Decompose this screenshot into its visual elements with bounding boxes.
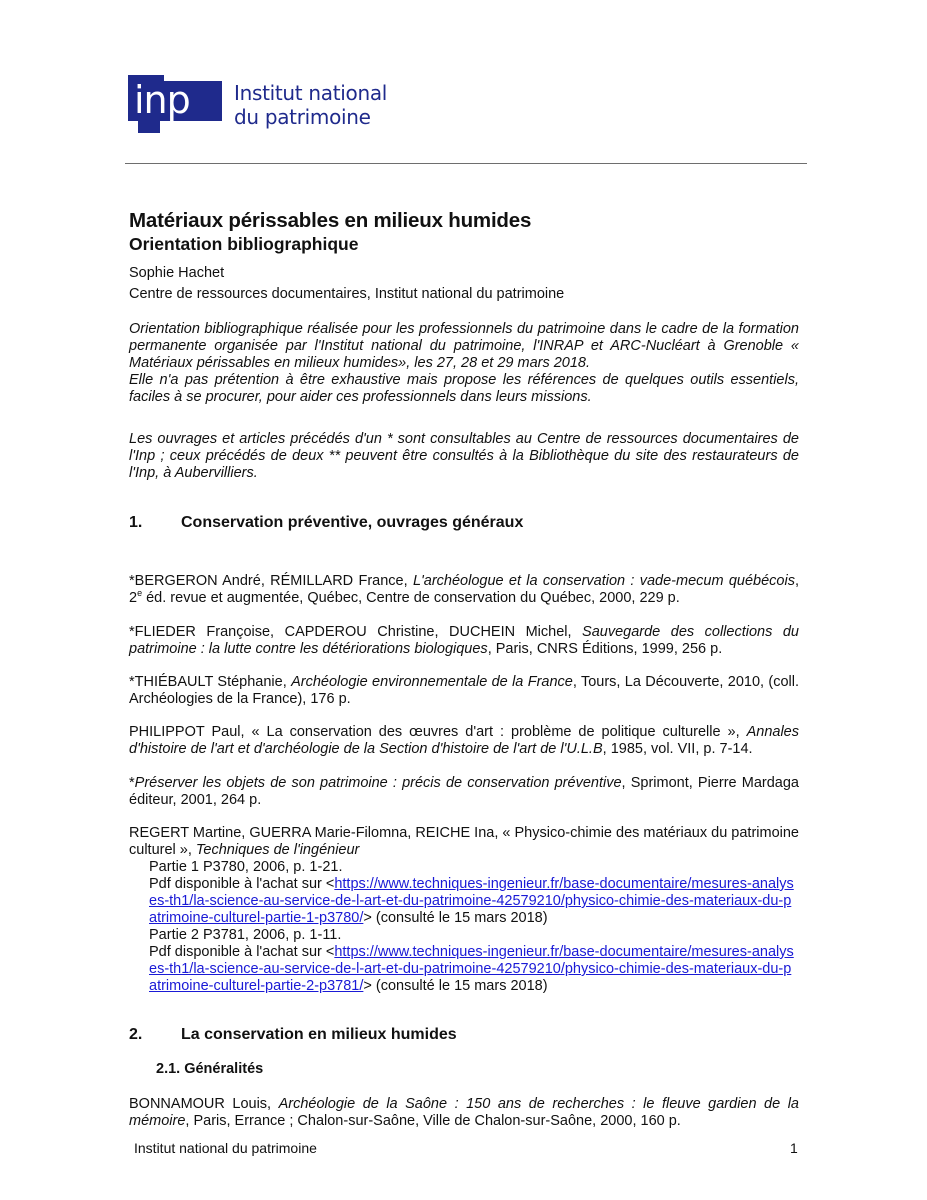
footer-organization: Institut national du patrimoine — [134, 1140, 317, 1156]
ref-publication: , Paris, Errance ; Chalon-sur-Saône, Ville de Chalon-sur-Saône, 2000, 160 p. — [185, 1113, 681, 1129]
ref-consulted-date: > (consulté le 15 mars 2018) — [363, 978, 548, 994]
reference-item — [129, 1096, 799, 1130]
intro-text-1: Orientation bibliographique réalisée pour les professionnels du patrimoine dans le cadre de la formation permanente organisée par l'Institut national du patrimoine, l'INRAP et ARC-Nucléart à Grenoble « Matériaux périssables en milieux humides», les 27, 28 et 29 mars 2018. — [129, 321, 799, 371]
ref-authors: *BERGERON André, RÉMILLARD France, — [129, 573, 413, 589]
ref-part-label: Partie 1 P3780, 2006, p. 1-21. — [149, 859, 343, 875]
ref-part-1 — [129, 859, 799, 927]
logo-wordmark — [234, 81, 387, 129]
ref-title: Archéologie de la Saône : 150 ans de recherches : le fleuve gardien de la mémoire — [129, 1096, 799, 1129]
ref-edition-sup: e — [137, 588, 143, 599]
ref-edition: , 2 — [129, 573, 799, 606]
section-heading-2 — [129, 1026, 457, 1044]
section-heading-1 — [129, 514, 523, 532]
reference-item — [129, 825, 799, 995]
ref-publication: éd. revue et augmentée, Québec, Centre de conservation du Québec, 2000, 229 p. — [142, 590, 680, 606]
availability-note-text: Les ouvrages et articles précédés d'un * sont consultables au Centre de ressources documentaires de l'Inp ; ceux précédés de deux ** peuvent être consultés à la Bibliothèque du site des restaurateurs de l'Inp, à Aubervilliers. — [129, 431, 799, 481]
ref-pdf-link[interactable]: https://www.techniques-ingenieur.fr/base-documentaire/mesures-analyses-th1/la-science-au-service-de-l-art-et-du-patrimoine-42579210/physico-chimie-des-materiaux-du-patrimoine-culturel-partie-1-p3780/ — [149, 876, 794, 926]
reference-item — [129, 775, 799, 809]
ref-pdf-prefix: Pdf disponible à l'achat sur < — [149, 944, 335, 960]
ref-authors: *FLIEDER Françoise, CAPDEROU Christine, DUCHEIN Michel, — [129, 624, 583, 640]
section-number: 2. — [129, 1026, 143, 1043]
reference-item — [129, 674, 799, 708]
document-subtitle: Orientation bibliographique — [129, 234, 359, 254]
ref-publication: , Paris, CNRS Éditions, 1999, 256 p. — [487, 641, 723, 657]
ref-part-2 — [129, 927, 799, 995]
ref-authors: REGERT Martine, GUERRA Marie-Filomna, REICHE Ina, « Physico-chimie des matériaux du patrimoine culturel », — [129, 825, 799, 858]
ref-title: Annales d'histoire de l'art et d'archéologie de la Section d'histoire de l'art de l'U.L.B — [129, 724, 799, 757]
ref-title: L'archéologue et la conservation : vade-mecum québécois — [412, 573, 795, 589]
logo-line-1: Institut national — [234, 81, 388, 105]
author-affiliation: Centre de ressources documentaires, Institut national du patrimoine — [129, 286, 565, 302]
subsection-heading-2-1: 2.1. Généralités — [156, 1061, 264, 1077]
ref-title: Préserver les objets de son patrimoine : précis de conservation préventive — [134, 775, 622, 791]
ref-authors: PHILIPPOT Paul, « La conservation des œuvres d'art : problème de politique culturelle », — [129, 724, 747, 740]
ref-authors: *THIÉBAULT Stéphanie, — [129, 674, 292, 690]
document-title: Matériaux périssables en milieux humides — [129, 209, 532, 232]
ref-authors: * — [129, 775, 135, 791]
inp-logo — [128, 75, 398, 135]
ref-title: Techniques de l'ingénieur — [195, 842, 360, 858]
ref-publication: , 1985, vol. VII, p. 7-14. — [602, 741, 753, 757]
ref-pdf-link[interactable]: https://www.techniques-ingenieur.fr/base-documentaire/mesures-analyses-th1/la-science-au-service-de-l-art-et-du-patrimoine-42579210/physico-chimie-des-materiaux-du-patrimoine-culturel-partie-2-p3781/ — [149, 944, 794, 994]
ref-title: Sauvegarde des collections du patrimoine : la lutte contre les détériorations biologiques — [129, 624, 799, 657]
section-title: La conservation en milieux humides — [181, 1026, 457, 1043]
section-number: 1. — [129, 514, 143, 531]
ref-publication: , Sprimont, Pierre Mardaga éditeur, 2001, 264 p. — [129, 775, 799, 808]
author-name: Sophie Hachet — [129, 265, 225, 281]
reference-item — [129, 624, 799, 658]
logo-line-2: du patrimoine — [234, 105, 371, 129]
reference-item — [129, 573, 799, 607]
logo-mark-text: inp — [134, 78, 190, 122]
intro-text-2: Elle n'a pas prétention à être exhaustive mais propose les références de quelques outils essentiels, faciles à se procurer, pour aider ces professionnels dans leurs missions. — [129, 372, 799, 405]
header-divider — [125, 163, 807, 164]
ref-pdf-prefix: Pdf disponible à l'achat sur < — [149, 876, 335, 892]
inp-logo-mark — [128, 75, 222, 133]
ref-title: Archéologie environnementale de la France — [291, 674, 573, 690]
section-title: Conservation préventive, ouvrages généraux — [181, 514, 524, 531]
reference-item — [129, 724, 799, 758]
ref-part-label: Partie 2 P3781, 2006, p. 1-11. — [149, 927, 342, 943]
availability-note — [129, 431, 799, 482]
ref-authors: BONNAMOUR Louis, — [129, 1096, 279, 1112]
page-number: 1 — [790, 1140, 798, 1156]
ref-publication: , Tours, La Découverte, 2010, (coll. Archéologies de la France), 176 p. — [129, 674, 799, 707]
intro-paragraph — [129, 321, 799, 406]
ref-consulted-date: > (consulté le 15 mars 2018) — [363, 910, 548, 926]
